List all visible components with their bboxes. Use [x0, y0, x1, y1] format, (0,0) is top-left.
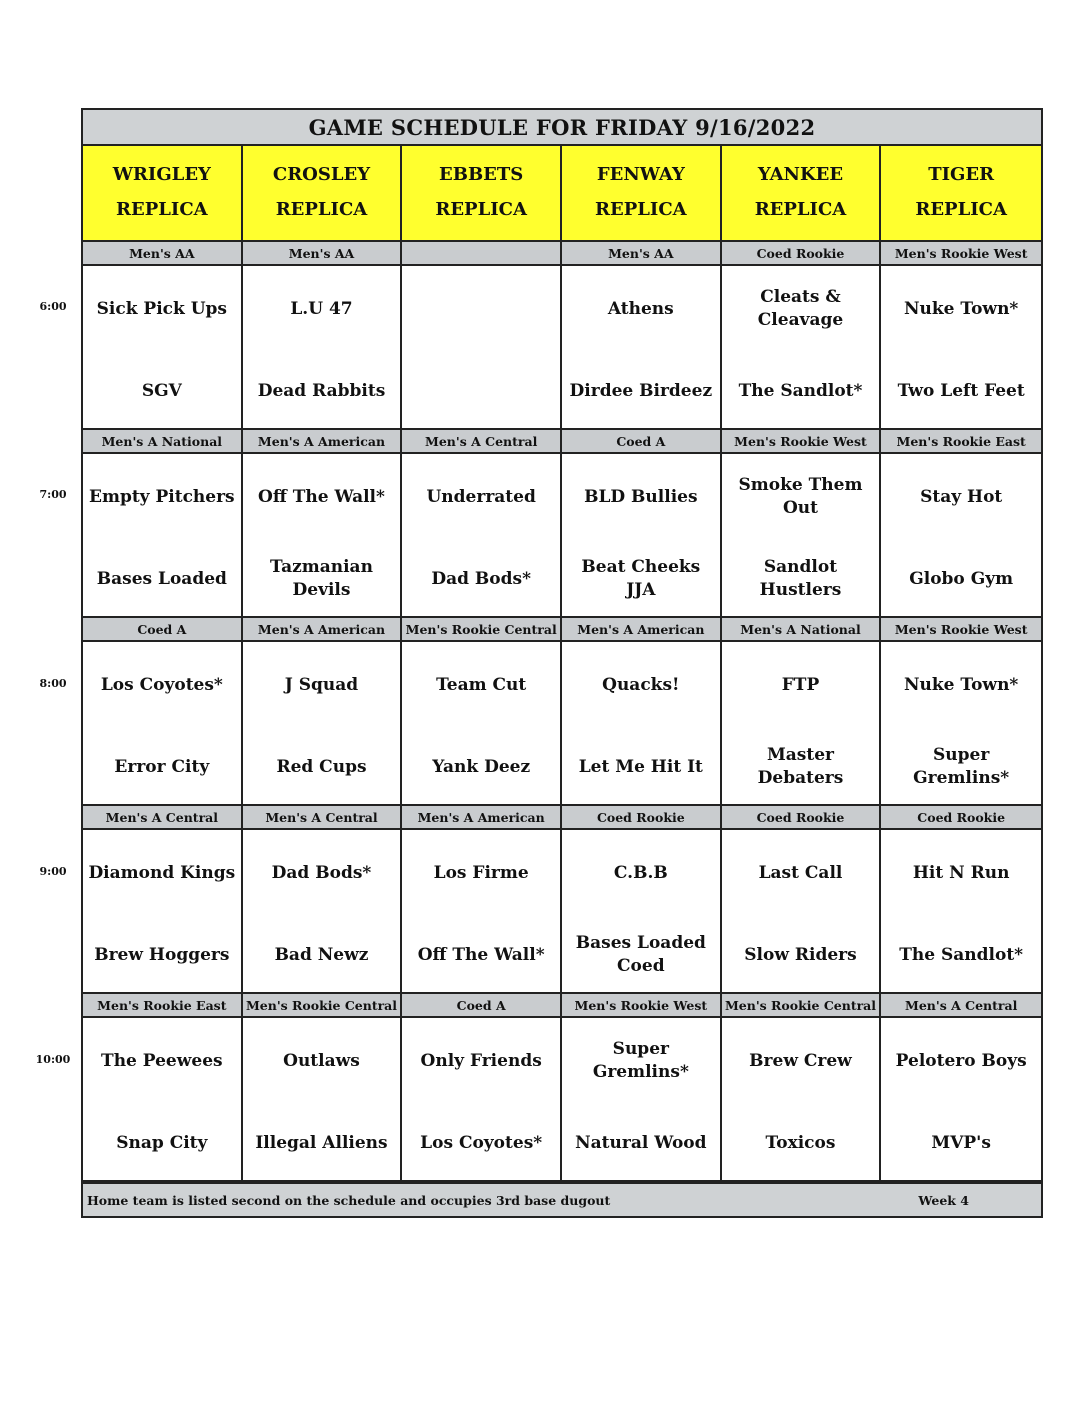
- division-label: Men's Rookie West: [894, 621, 1028, 637]
- field-header: [243, 146, 403, 240]
- division-label: Men's AA: [83, 242, 243, 264]
- field-header: [881, 146, 1041, 240]
- game-cell: [83, 1018, 243, 1180]
- game-cell: [722, 830, 882, 992]
- away-team: L.U 47: [290, 298, 353, 319]
- game-cell: [243, 642, 403, 804]
- away-team: Los Coyotes*: [100, 674, 223, 695]
- division-row: [83, 242, 1041, 266]
- game-cell: [83, 830, 243, 992]
- field-sub: REPLICA: [754, 199, 847, 220]
- time-slot-block: [83, 430, 1041, 618]
- away-team: Diamond Kings: [88, 862, 236, 883]
- division-label: Men's Rookie East: [83, 994, 243, 1016]
- field-name: YANKEE: [757, 164, 844, 186]
- game-cell: [83, 266, 243, 428]
- away-team: Nuke Town*: [903, 674, 1019, 695]
- away-team: Pelotero Boys: [895, 1050, 1027, 1071]
- away-team: Athens: [607, 298, 674, 319]
- home-team: Dirdee Birdeez: [569, 380, 713, 401]
- game-cell: [722, 454, 882, 616]
- away-team: Hit N Run: [912, 862, 1010, 883]
- game-cell: [881, 1018, 1041, 1180]
- field-header: [722, 146, 882, 240]
- division-label: Men's AA: [243, 242, 403, 264]
- page-title: GAME SCHEDULE FOR FRIDAY 9/16/2022: [83, 110, 1041, 146]
- away-team: The Peewees: [101, 1050, 223, 1071]
- division-label: Men's Rookie Central: [243, 994, 403, 1016]
- away-team: Super Gremlins*: [592, 1039, 689, 1082]
- week-label: Week 4: [918, 1192, 969, 1208]
- home-team: Toxicos: [765, 1132, 836, 1153]
- away-team: Stay Hot: [920, 486, 1003, 507]
- game-cell: [402, 642, 562, 804]
- field-header: [562, 146, 722, 240]
- game-cell: [562, 1018, 722, 1180]
- home-team: Bases Loaded: [96, 568, 227, 589]
- home-team: Bad Newz: [274, 944, 369, 965]
- time-label-6: 6:00: [39, 300, 67, 313]
- home-team: The Sandlot*: [899, 944, 1024, 965]
- division-label: Coed Rookie: [722, 242, 882, 264]
- game-cell: [402, 454, 562, 616]
- home-team: Natural Wood: [575, 1132, 707, 1153]
- division-label: Men's A American: [402, 806, 562, 828]
- time-label-7: 7:00: [39, 488, 67, 501]
- division-label: Men's A American: [243, 430, 403, 452]
- division-label: Men's AA: [562, 242, 722, 264]
- time-slot-block: [83, 618, 1041, 806]
- game-cell: [722, 266, 882, 428]
- game-cell: [243, 830, 403, 992]
- away-team: Last Call: [758, 862, 843, 883]
- home-team: Off The Wall*: [417, 944, 545, 965]
- home-team: Globo Gym: [909, 568, 1014, 589]
- field-name: FENWAY: [596, 164, 685, 186]
- game-cell: [243, 454, 403, 616]
- division-label: Men's Rookie West: [894, 245, 1028, 261]
- home-team: [404, 366, 558, 416]
- away-team: Underrated: [426, 486, 536, 507]
- game-row: [83, 266, 1041, 428]
- field-header-row: [83, 146, 1041, 242]
- game-cell: [722, 1018, 882, 1180]
- home-team: MVP's: [931, 1132, 991, 1153]
- division-label: Men's Rookie West: [722, 430, 882, 452]
- game-cell: [83, 642, 243, 804]
- division-label: Men's Rookie Central: [722, 994, 882, 1016]
- home-team: Super Gremlins*: [913, 745, 1010, 788]
- game-cell: [402, 266, 562, 428]
- away-team: C.B.B: [613, 862, 668, 883]
- away-team: Cleats & Cleavage: [757, 287, 844, 330]
- field-sub: REPLICA: [275, 199, 368, 220]
- home-team: Yank Deez: [432, 756, 531, 777]
- away-team: Dad Bods*: [271, 862, 372, 883]
- division-label: Coed Rookie: [917, 809, 1006, 825]
- game-cell: [881, 266, 1041, 428]
- away-team: Only Friends: [420, 1050, 542, 1071]
- game-cell: [881, 830, 1041, 992]
- division-label: Men's A American: [243, 618, 403, 640]
- time-label-8: 8:00: [39, 677, 67, 690]
- home-team: SGV: [141, 380, 182, 401]
- division-label: Men's A American: [562, 618, 722, 640]
- away-team: Sick Pick Ups: [96, 298, 227, 319]
- home-team: Red Cups: [276, 756, 367, 777]
- field-sub: REPLICA: [595, 199, 687, 220]
- home-team: Master Debaters: [757, 745, 844, 788]
- away-team: FTP: [781, 674, 820, 695]
- division-label: [402, 242, 562, 264]
- game-cell: [881, 454, 1041, 616]
- time-slot-block: [83, 242, 1041, 430]
- division-label: Men's A Central: [83, 806, 243, 828]
- away-team: Los Firme: [433, 862, 529, 883]
- field-header: [402, 146, 562, 240]
- footer-note: Home team is listed second on the schedule and occupies 3rd base dugout: [87, 1192, 611, 1208]
- field-name: WRIGLEY: [112, 164, 211, 186]
- field-name: CROSLEY: [272, 164, 371, 186]
- game-row: [83, 1018, 1041, 1180]
- time-label-9: 9:00: [39, 865, 67, 878]
- away-team: [404, 284, 558, 334]
- division-label: Coed A: [402, 994, 562, 1016]
- division-label: Coed Rookie: [722, 806, 882, 828]
- game-row: [83, 642, 1041, 804]
- home-team: Sandlot Hustlers: [759, 557, 842, 600]
- division-label: Men's A National: [83, 430, 243, 452]
- field-name: TIGER: [928, 164, 995, 186]
- home-team: Beat Cheeks JJA: [581, 557, 701, 600]
- division-label: Men's Rookie East: [896, 433, 1026, 449]
- home-team: Los Coyotes*: [420, 1132, 543, 1153]
- away-team: Smoke Them Out: [738, 475, 863, 518]
- division-label: Men's A National: [722, 618, 882, 640]
- game-cell: [881, 642, 1041, 804]
- division-label: Coed A: [83, 618, 243, 640]
- field-sub: REPLICA: [116, 199, 208, 220]
- away-team: Empty Pitchers: [89, 486, 235, 507]
- home-team: Tazmanian Devils: [270, 557, 373, 600]
- away-team: BLD Bullies: [584, 486, 698, 507]
- away-team: Team Cut: [436, 674, 527, 695]
- game-cell: [562, 830, 722, 992]
- division-row: [83, 994, 1041, 1018]
- field-sub: REPLICA: [915, 199, 1007, 220]
- division-row: [83, 806, 1041, 830]
- division-label: Men's Rookie West: [562, 994, 722, 1016]
- time-label-10: 10:00: [35, 1053, 71, 1066]
- footer-bar: [83, 1182, 1041, 1216]
- division-label: Coed Rookie: [562, 806, 722, 828]
- field-sub: REPLICA: [435, 199, 527, 220]
- division-row: [83, 430, 1041, 454]
- home-team: Brew Hoggers: [94, 944, 230, 965]
- game-cell: [83, 454, 243, 616]
- home-team: Error City: [114, 756, 210, 777]
- game-row: [83, 454, 1041, 616]
- game-row: [83, 830, 1041, 992]
- game-cell: [562, 266, 722, 428]
- division-label: Men's A Central: [243, 806, 403, 828]
- schedule-sheet: [81, 108, 1043, 1218]
- home-team: Snap City: [116, 1132, 208, 1153]
- game-cell: [562, 642, 722, 804]
- home-team: Let Me Hit It: [578, 756, 703, 777]
- away-team: Off The Wall*: [258, 486, 385, 507]
- home-team: Slow Riders: [744, 944, 857, 965]
- time-slot-block: [83, 806, 1041, 994]
- division-label: Men's Rookie Central: [402, 618, 562, 640]
- game-cell: [562, 454, 722, 616]
- home-team: Illegal Alliens: [255, 1132, 388, 1153]
- division-label: Men's A Central: [904, 997, 1018, 1013]
- division-label: Men's A Central: [402, 430, 562, 452]
- away-team: Quacks!: [602, 674, 680, 695]
- away-team: Brew Crew: [749, 1050, 852, 1071]
- home-team: The Sandlot*: [738, 380, 863, 401]
- game-cell: [243, 1018, 403, 1180]
- field-header: [83, 146, 243, 240]
- home-team: Dead Rabbits: [257, 380, 386, 401]
- game-cell: [722, 642, 882, 804]
- away-team: Nuke Town*: [903, 298, 1019, 319]
- division-label: Coed A: [562, 430, 722, 452]
- home-team: Two Left Feet: [897, 380, 1025, 401]
- game-cell: [243, 266, 403, 428]
- field-name: EBBETS: [439, 164, 524, 186]
- game-cell: [402, 830, 562, 992]
- away-team: Outlaws: [283, 1050, 360, 1071]
- home-team: Dad Bods*: [431, 568, 531, 589]
- division-row: [83, 618, 1041, 642]
- home-team: Bases Loaded Coed: [575, 933, 706, 976]
- game-cell: [402, 1018, 562, 1180]
- time-slot-block: [83, 994, 1041, 1182]
- away-team: J Squad: [284, 674, 359, 695]
